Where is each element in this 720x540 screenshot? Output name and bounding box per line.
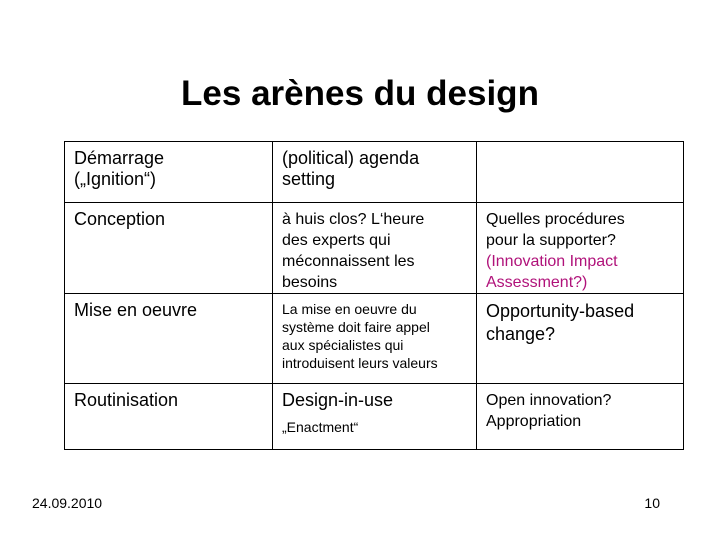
note-cell <box>477 203 684 294</box>
phase-label: Mise en oeuvre <box>74 300 198 320</box>
phase-cell <box>65 142 273 203</box>
table-row <box>65 142 684 203</box>
description-text: La mise en oeuvre du système doit faire appel aux spécialistes qui introduisent leurs valeurs <box>282 301 438 371</box>
page-number: 10 <box>644 495 660 511</box>
table-row <box>65 203 684 294</box>
design-arenas-table <box>64 141 684 450</box>
phase-cell <box>65 203 273 294</box>
slide-title: Les arènes du design <box>181 74 539 113</box>
note-text: Quelles procédures pour la supporter? <box>486 211 625 249</box>
phase-cell <box>65 384 273 450</box>
note-cell <box>477 142 684 203</box>
phase-label: Routinisation <box>74 390 179 410</box>
description-text: Design-in-use <box>282 390 394 410</box>
description-cell <box>273 294 477 384</box>
note-text: Opportunity-based change? <box>486 301 635 344</box>
note-text: Open innovation? Appropriation <box>486 392 612 430</box>
table-row <box>65 294 684 384</box>
phase-label: Conception <box>74 209 166 229</box>
description-cell <box>273 142 477 203</box>
footer-date: 24.09.2010 <box>32 495 103 511</box>
note-highlight-text: (Innovation Impact Assessment?) <box>486 253 618 291</box>
note-cell <box>477 384 684 450</box>
description-cell <box>273 203 477 294</box>
phase-cell <box>65 294 273 384</box>
description-subtext: „Enactment“ <box>282 419 359 435</box>
table-row <box>65 384 684 450</box>
description-text: à huis clos? L‘heure des experts qui méconnaissent les besoins <box>282 211 425 291</box>
description-cell <box>273 384 477 450</box>
note-cell <box>477 294 684 384</box>
description-text: (political) agenda setting <box>282 148 420 189</box>
phase-label: Démarrage („Ignition“) <box>74 148 165 189</box>
